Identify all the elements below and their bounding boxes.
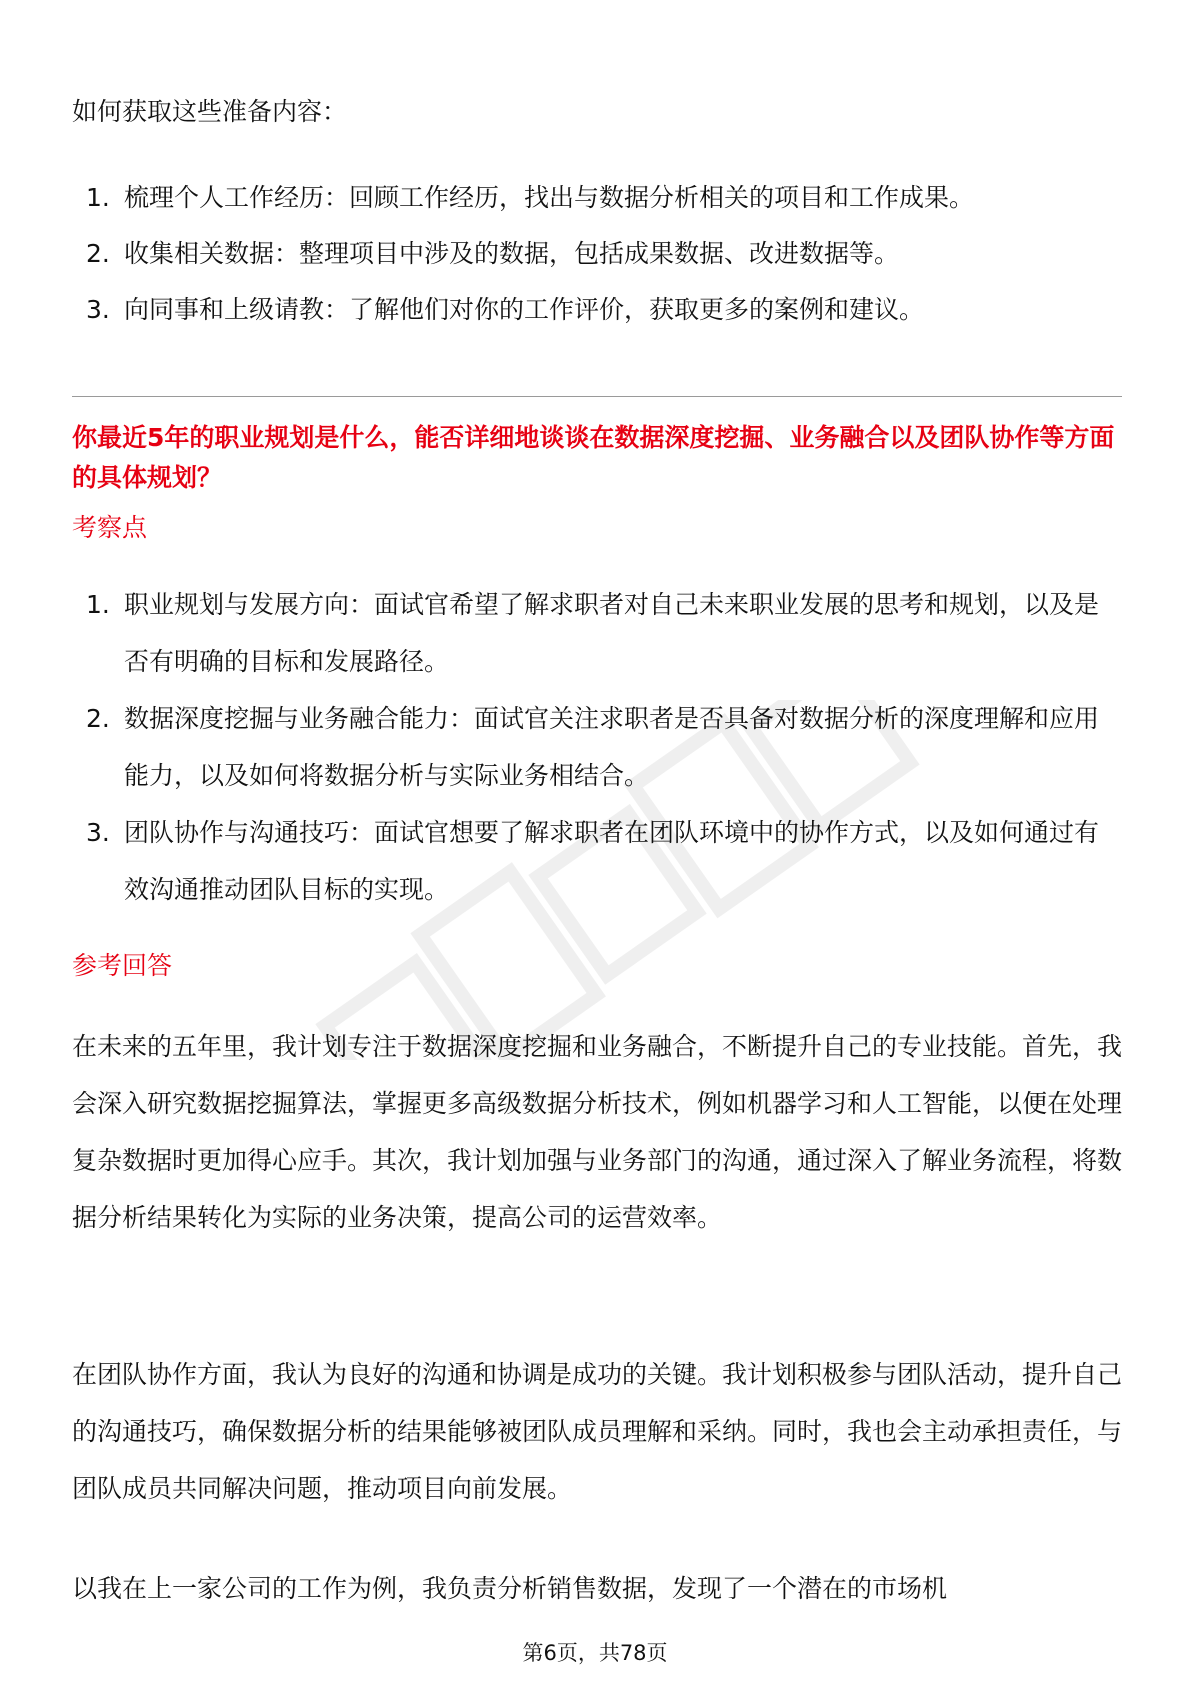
section-divider <box>72 396 1122 397</box>
list-item <box>72 576 1122 690</box>
list-item <box>72 282 1122 338</box>
list-item-text: 梳理个人工作经历：回顾工作经历，找出与数据分析相关的项目和工作成果。 <box>124 183 975 212</box>
points-list <box>72 576 1122 918</box>
list-item-text: 数据深度挖掘与业务融合能力：面试官关注求职者是否具备对数据分析的深度理解和应用能力，以及如何将数据分析与实际业务相结合。 <box>124 704 1100 790</box>
points-heading: 考察点 <box>72 513 148 542</box>
list-item-number: 2. <box>86 704 110 733</box>
answer-paragraph: 以我在上一家公司的工作为例，我负责分析销售数据，发现了一个潜在的市场机 <box>72 1574 948 1603</box>
answer-paragraph: 在团队协作方面，我认为良好的沟通和协调是成功的关键。我计划积极参与团队活动，提升自己的沟通技巧，确保数据分析的结果能够被团队成员理解和采纳。同时，我也会主动承担责任，与团队成员共同解决问题，推动项目向前发展。 <box>72 1360 1123 1503</box>
list-item <box>72 690 1122 804</box>
document-page <box>72 0 1122 1684</box>
list-item-text: 向同事和上级请教：了解他们对你的工作评价，获取更多的案例和建议。 <box>124 295 925 324</box>
list-item-text: 职业规划与发展方向：面试官希望了解求职者对自己未来职业发展的思考和规划，以及是否有明确的目标和发展路径。 <box>124 590 1100 676</box>
answer-paragraph: 在未来的五年里，我计划专注于数据深度挖掘和业务融合，不断提升自己的专业技能。首先，我会深入研究数据挖掘算法，掌握更多高级数据分析技术，例如机器学习和人工智能，以便在处理复杂数据时更加得心应手。其次，我计划加强与业务部门的沟通，通过深入了解业务流程，将数据分析结果转化为实际的业务决策，提高公司的运营效率。 <box>72 1032 1123 1232</box>
list-item <box>72 804 1122 918</box>
page-footer: 第6页，共78页 <box>522 1641 668 1665</box>
prep-list <box>72 170 1122 338</box>
list-item-text: 收集相关数据：整理项目中涉及的数据，包括成果数据、改进数据等。 <box>124 239 900 268</box>
list-item-number: 2. <box>86 239 110 268</box>
answer-heading: 参考回答 <box>72 951 173 980</box>
list-item <box>72 170 1122 226</box>
list-item <box>72 226 1122 282</box>
list-item-number: 1. <box>86 183 110 212</box>
list-item-number: 3. <box>86 295 110 324</box>
list-item-number: 3. <box>86 818 110 847</box>
list-item-text: 团队协作与沟通技巧：面试官想要了解求职者在团队环境中的协作方式，以及如何通过有效沟通推动团队目标的实现。 <box>124 818 1100 904</box>
intro-text: 如何获取这些准备内容： <box>72 97 348 126</box>
list-item-number: 1. <box>86 590 110 619</box>
question-heading: 你最近5年的职业规划是什么，能否详细地谈谈在数据深度挖掘、业务融合以及团队协作等方面的具体规划？ <box>72 423 1115 492</box>
